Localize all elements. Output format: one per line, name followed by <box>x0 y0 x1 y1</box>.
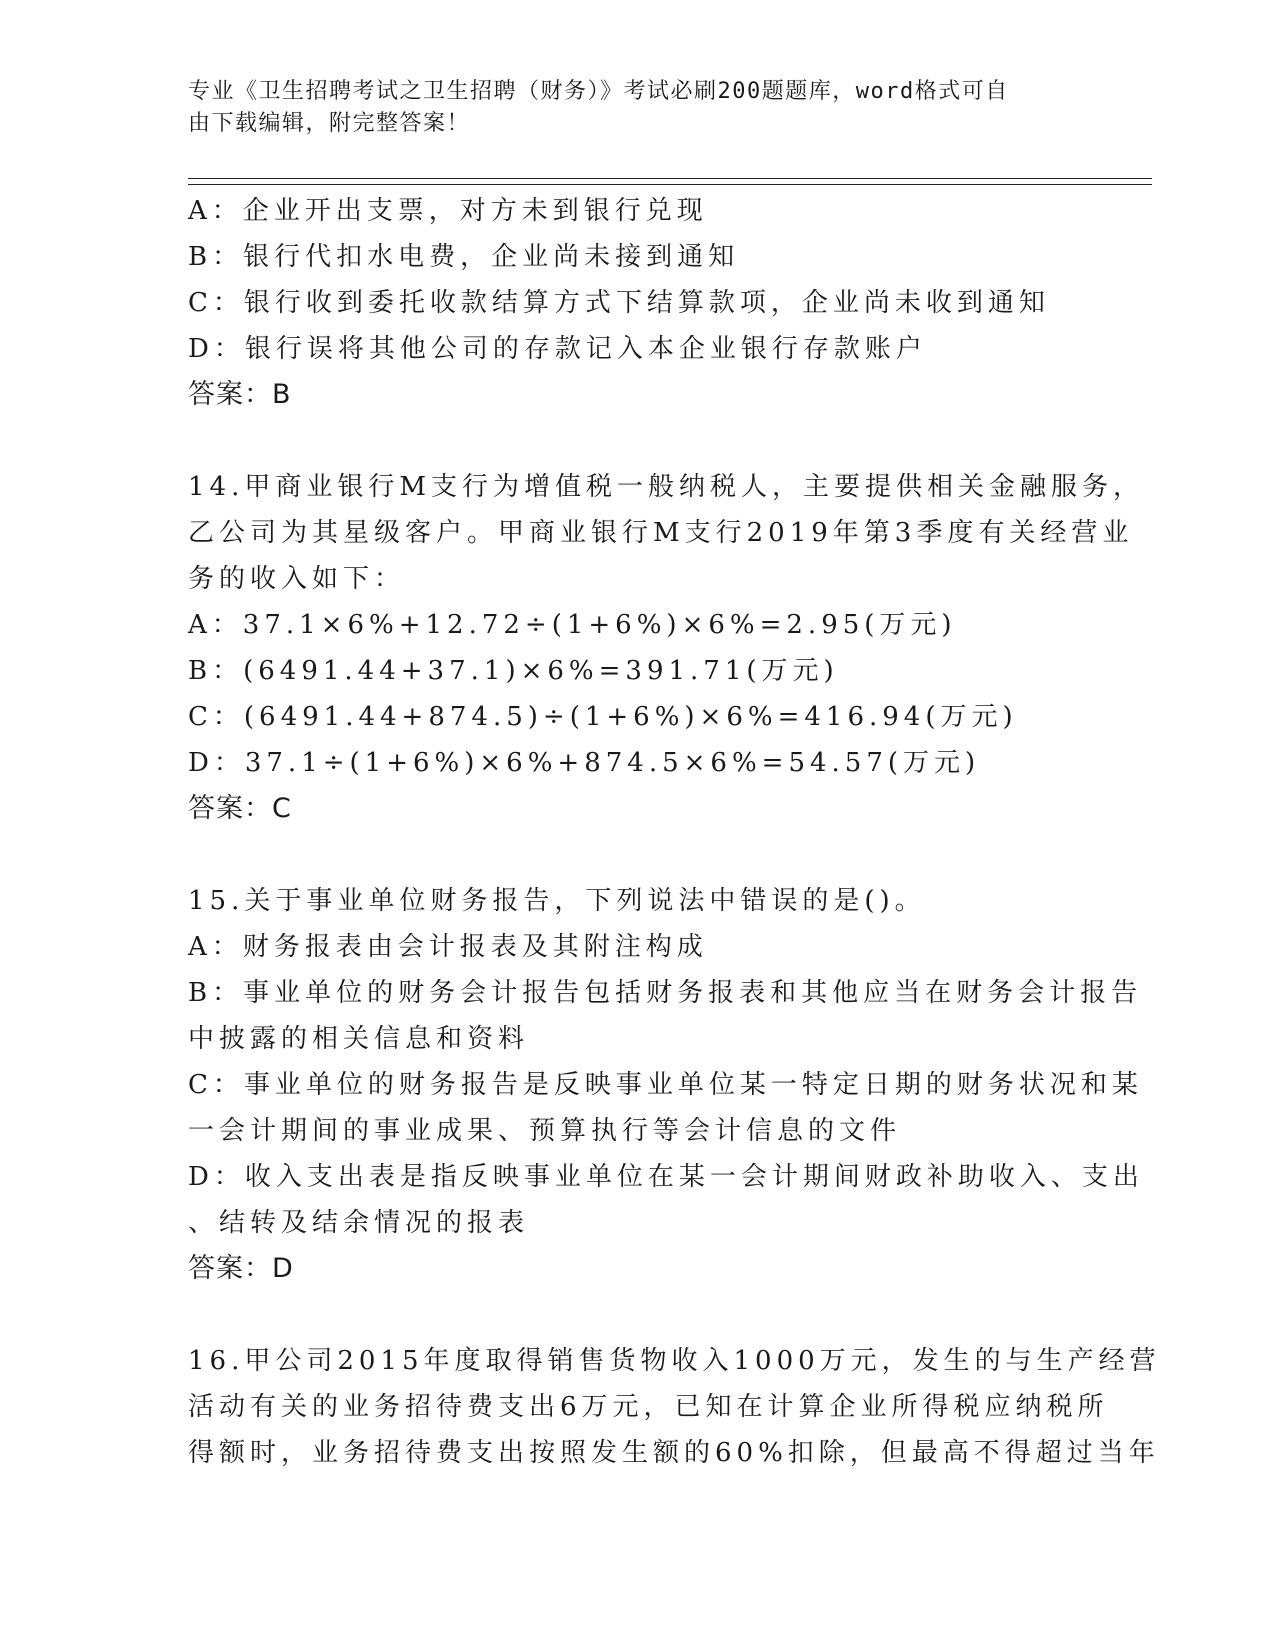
question-16-block <box>188 1338 1161 1476</box>
header-line-2: 由下载编辑，附完整答案！ <box>188 111 471 136</box>
q13-option-b: B：银行代扣水电费，企业尚未接到通知 <box>188 242 740 272</box>
question-14-block <box>188 464 1144 832</box>
q14-option-d: D：37.1÷(1+6%)×6%+874.5×6%=54.57(万元) <box>188 748 981 778</box>
header-line-1: 专业《卫生招聘考试之卫生招聘（财务）》考试必刷200题题库，word格式可自 <box>188 79 1009 104</box>
header-rule-top <box>188 178 1152 179</box>
q15-stem: 15.关于事业单位财务报告，下列说法中错误的是()。 <box>188 886 926 916</box>
q14-option-c: C：(6491.44+874.5)÷(1+6%)×6%=416.94(万元) <box>188 702 1018 732</box>
q14-option-a: A：37.1×6%+12.72÷(1+6%)×6%=2.95(万元) <box>188 610 957 640</box>
spacer <box>188 832 1088 878</box>
q16-stem-line-3: 得额时，业务招待费支出按照发生额的60%扣除，但最高不得超过当年 <box>188 1438 1160 1468</box>
q14-option-b: B：(6491.44+37.1)×6%=391.71(万元) <box>188 656 839 686</box>
question-15-block <box>188 878 1144 1292</box>
q15-answer: 答案：D <box>188 1253 294 1284</box>
q15-option-b-line-2: 中披露的相关信息和资料 <box>188 1024 530 1054</box>
q14-answer: 答案：C <box>188 793 292 824</box>
q13-answer: 答案：B <box>188 379 292 410</box>
q13-option-d: D：银行误将其他公司的存款记入本企业银行存款账户 <box>188 334 927 364</box>
q15-option-b-line-1: B：事业单位的财务会计报告包括财务报表和其他应当在财务会计报告 <box>188 978 1143 1008</box>
question-13-block <box>188 188 1088 418</box>
q14-stem-line-1: 14.甲商业银行M支行为增值税一般纳税人，主要提供相关金融服务， <box>188 472 1144 502</box>
q16-stem-line-1: 16.甲公司2015年度取得销售货物收入1000万元，发生的与生产经营 <box>188 1346 1161 1376</box>
q15-option-d-line-1: D：收入支出表是指反映事业单位在某一会计期间财政补助收入、支出 <box>188 1162 1144 1192</box>
q13-option-c: C：银行收到委托收款结算方式下结算款项，企业尚未收到通知 <box>188 288 1050 318</box>
q15-option-c-line-1: C：事业单位的财务报告是反映事业单位某一特定日期的财务状况和某 <box>188 1070 1143 1100</box>
q14-stem-line-2: 乙公司为其星级客户。甲商业银行M支行2019年第3季度有关经营业 <box>188 518 1134 548</box>
spacer <box>188 1292 1088 1338</box>
question-content <box>188 188 1161 1476</box>
q15-option-a: A：财务报表由会计报表及其附注构成 <box>188 932 708 962</box>
header-rule-bottom <box>188 184 1152 185</box>
q13-option-a: A：企业开出支票，对方未到银行兑现 <box>188 196 708 226</box>
spacer <box>188 418 1088 464</box>
q16-stem-line-2: 活动有关的业务招待费支出6万元，已知在计算企业所得税应纳税所 <box>188 1392 1109 1422</box>
q15-option-c-line-2: 一会计期间的事业成果、预算执行等会计信息的文件 <box>188 1116 902 1146</box>
q14-stem-line-3: 务的收入如下： <box>188 564 406 594</box>
q15-option-d-line-2: 、结转及结余情况的报表 <box>188 1208 530 1238</box>
document-header <box>188 76 1068 140</box>
